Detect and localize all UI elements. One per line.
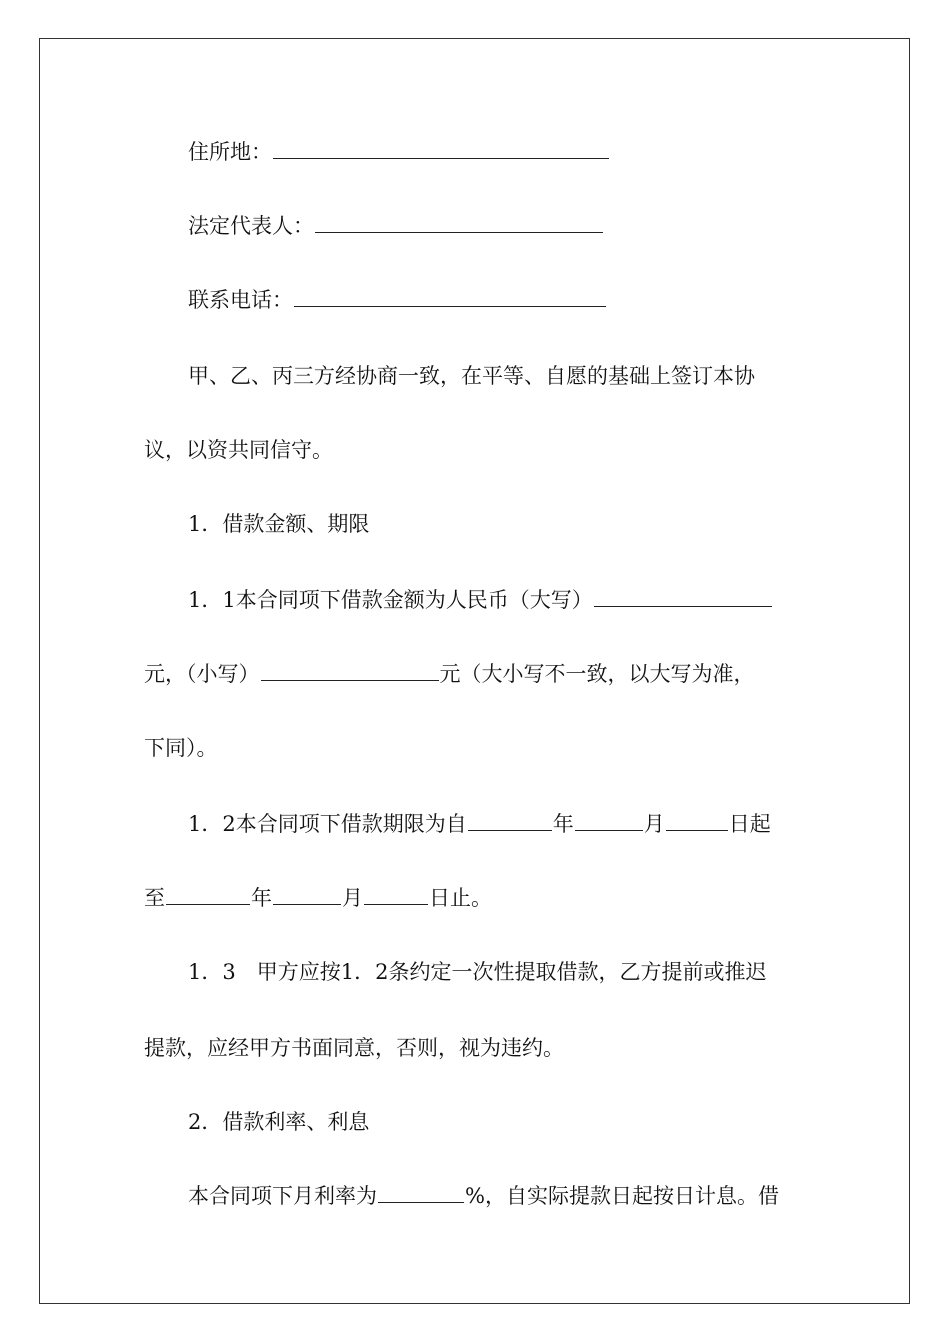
to-label: 至 (144, 886, 165, 910)
interest-rate-text: 本合同项下月利率为 (188, 1184, 377, 1208)
start-month-blank[interactable] (575, 810, 643, 831)
day-end-label: 日止。 (429, 886, 492, 910)
end-day-blank[interactable] (364, 884, 428, 905)
month-label-2: 月 (342, 886, 363, 910)
clause-1-3-line1: 1．3 甲方应按1．2条约定一次性提取借款，乙方提前或推迟 (188, 960, 767, 984)
clause-1-3-line2: 提款，应经甲方书面同意，否则，视为违约。 (144, 1036, 564, 1060)
agreement-paragraph-line1: 甲、乙、丙三方经协商一致，在平等、自愿的基础上签订本协 (188, 364, 755, 388)
clause-1-2-line2 (144, 884, 804, 912)
start-day-blank[interactable] (666, 810, 728, 831)
amount-uppercase-blank[interactable] (594, 586, 772, 607)
phone-blank[interactable] (294, 286, 606, 307)
phone-line (188, 286, 848, 314)
end-year-blank[interactable] (166, 884, 250, 905)
month-label: 月 (643, 812, 665, 836)
clause-1-1-text: 1．1本合同项下借款金额为人民币（大写） (188, 588, 593, 612)
legal-rep-line (188, 212, 848, 240)
year-label-2: 年 (251, 886, 272, 910)
clause-1-2-text: 1．2本合同项下借款期限为自 (188, 812, 467, 836)
start-year-blank[interactable] (468, 810, 552, 831)
residence-label: 住所地： (188, 140, 272, 164)
section-2-heading: 2．借款利率、利息 (188, 1110, 370, 1134)
clause-1-1-line2 (144, 660, 804, 688)
legal-rep-blank[interactable] (315, 212, 603, 233)
clause-1-2-line1 (188, 810, 848, 838)
yuan-lowercase-label: 元，（小写） (144, 662, 260, 686)
clause-1-1-line3: 下同）。 (144, 736, 218, 760)
interest-rate-blank[interactable] (378, 1182, 464, 1203)
interest-rate-suffix: %，自实际提款日起按日计息。借 (465, 1184, 779, 1208)
clause-1-1-line1 (188, 586, 848, 614)
amount-lowercase-blank[interactable] (261, 660, 439, 681)
clause-1-1-note: 元（大小写不一致，以大写为准， (439, 662, 755, 686)
agreement-paragraph-line2: 议，以资共同信守。 (144, 438, 333, 462)
phone-label: 联系电话： (188, 288, 293, 312)
residence-blank[interactable] (273, 138, 609, 159)
year-label: 年 (552, 812, 574, 836)
section-1-heading: 1．借款金额、期限 (188, 512, 370, 536)
residence-line (188, 138, 848, 166)
end-month-blank[interactable] (273, 884, 341, 905)
day-from-label: 日起 (728, 812, 771, 836)
section-2-line1 (188, 1182, 848, 1210)
legal-rep-label: 法定代表人： (188, 214, 314, 238)
